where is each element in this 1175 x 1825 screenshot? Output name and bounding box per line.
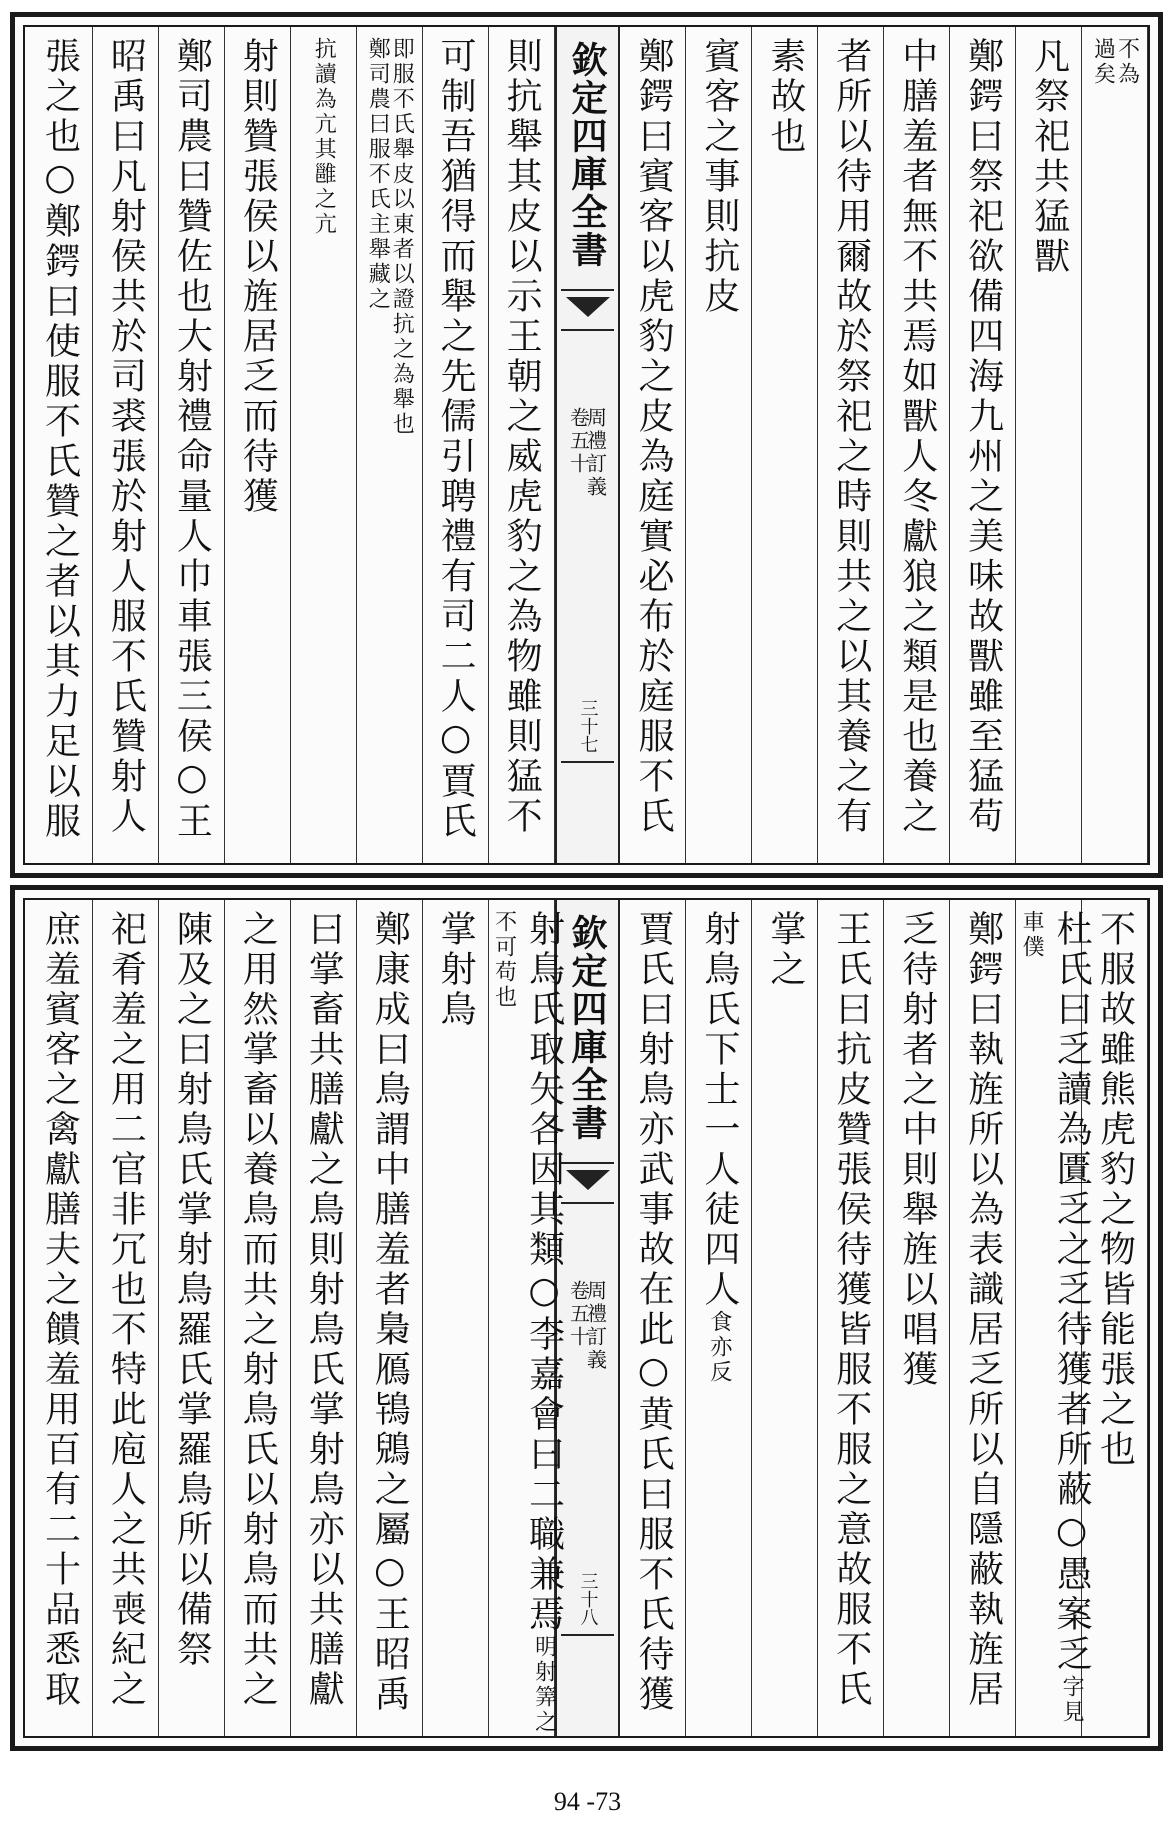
bottom-text-column [752,900,818,1736]
top-text-column [620,27,686,863]
bottom-text-column [884,900,950,1736]
volume-label: 卷五十 [566,1280,591,1349]
main-text-line: 鄭鍔曰賓客以虎豹之皮為庭實必布於庭服不氏 [632,37,674,837]
main-text-line: 杜氏曰乏讀為匱乏之乏待獲者所蔽○愚案乏 [1051,910,1093,1675]
folio-divider [561,761,615,763]
book-series-title: 欽定四庫全書 [566,914,609,1142]
fish-tail-mark [561,1162,615,1204]
top-text-column [423,27,489,863]
top-text-column [884,27,950,863]
bottom-page-panel [10,885,1163,1751]
fish-tail-mark [561,289,615,331]
book-series-title: 欽定四庫全書 [566,41,609,269]
top-text-column [225,27,291,863]
main-text-line: 庶羞賓客之禽獻膳夫之饋羞用百有二十品悉取 [39,910,81,1710]
main-text-line: 可制吾猶得而舉之先儒引聘禮有司二人○賈氏 [435,37,477,842]
top-text-column [357,27,423,863]
folio-divider [561,1634,615,1636]
main-text-line: 素故也 [764,37,806,157]
main-text-line: 鄭康成曰鳥謂中膳羞者梟鴈鴇鶂之屬○王昭禹 [369,910,411,1715]
top-page-panel [10,12,1163,878]
top-text-column [291,27,357,863]
main-text-line: 曰掌畜共膳獻之鳥則射鳥氏掌射鳥亦以共膳獻 [303,910,345,1710]
main-text-line: 則抗舉其皮以示王朝之威虎豹之為物雖則猛不 [501,37,543,837]
bottom-text-column [291,900,357,1736]
main-text-line: 掌射鳥 [435,910,477,1030]
main-text-line: 射鳥氏取矢各因其類○李嘉會曰二職兼焉 [523,910,565,1635]
bottom-text-column [818,900,884,1736]
bottom-text-column [1016,900,1093,1736]
inline-note: 字見車僕 [1019,910,1085,1725]
main-text-line: 射鳥氏下士一人徒四人 [698,910,740,1310]
main-text-line: 祀肴羞之用二官非冗也不特此庖人之共喪紀之 [105,910,147,1710]
top-text-column [489,27,555,863]
main-text-line: 之用然掌畜以養鳥而共之射鳥氏以射鳥而共之 [237,910,279,1710]
top-text-column [818,27,884,863]
main-text-line: 不服故雖熊虎豹之物皆能張之也 [1094,910,1136,1470]
volume-label: 卷五十 [566,407,591,476]
top-text-column [950,27,1016,863]
top-page-text-frame [23,25,1150,865]
main-text-line: 鄭司農曰贊佐也大射禮命量人巾車張三侯○王 [171,37,213,842]
main-text-line: 鄭鍔曰祭祀欲備四海九州之美味故獸雖至猛苟 [962,37,1004,837]
main-text-line: 乏待射者之中則舉旌以唱獲 [896,910,938,1390]
main-text-line: 陳及之曰射鳥氏掌射鳥羅氏掌羅鳥所以備祭 [171,910,213,1670]
bottom-text-column [686,900,752,1736]
top-text-column [752,27,818,863]
top-text-column [1016,27,1082,863]
main-text-line: 賓客之事則抗皮 [698,37,740,317]
inline-note: 食亦反 [706,1310,732,1385]
top-text-column [686,27,752,863]
bottom-text-column [225,900,291,1736]
folio-number: 三十八 [577,1572,599,1626]
bottom-text-column [357,900,423,1736]
commentary-line: 抗讀為亢其雝之亢 [311,37,337,237]
main-text-line: 者所以待用爾故於祭祀之時則共之以其養之有 [830,37,872,837]
bottom-page-text-frame [23,898,1150,1738]
top-text-column [159,27,225,863]
commentary-line: 鄭司農曰服不氏主舉藏之 [365,37,391,312]
main-text-line: 賈氏曰射鳥亦武事故在此○黄氏曰服不氏待獲 [632,910,674,1715]
inline-note: 明射筭之不可苟也 [491,910,557,1735]
top-center-label-column [555,27,621,863]
main-text-line: 鄭鍔曰執旌所以為表識居乏所以自隱蔽執旌居 [962,910,1004,1710]
folio-number: 三十七 [577,699,599,753]
book-title: 周禮訂義 [583,407,608,499]
main-text-line: 王氏曰抗皮贊張侯待獲皆服不服之意故服不氏 [830,910,872,1710]
book-title: 周禮訂義 [583,1280,608,1372]
bottom-text-column [620,900,686,1736]
main-text-line: 凡祭祀共猛獸 [1028,37,1070,277]
main-text-line: 射則贊張侯以旌居乏而待獲 [237,37,279,517]
commentary-line: 過矣 [1090,37,1116,87]
bottom-text-column [93,900,159,1736]
top-text-column [27,27,93,863]
commentary-line: 不為 [1114,37,1140,87]
main-text-line: 昭禹曰凡射侯共於司裘張於射人服不氏贊射人 [105,37,147,837]
top-text-column [1082,27,1148,863]
page-number: 94 -73 [553,1787,622,1816]
commentary-line: 即服不氏舉皮以東者以證抗之為舉也 [389,37,415,437]
bottom-text-column [159,900,225,1736]
bottom-text-column [27,900,93,1736]
main-text-line: 掌之 [764,910,806,990]
bottom-text-column [423,900,489,1736]
bottom-text-column [950,900,1016,1736]
main-text-line: 張之也○鄭鍔曰使服不氏贊之者以其力足以服 [39,37,81,842]
top-text-column [93,27,159,863]
main-text-line: 中膳羞者無不共焉如獸人冬獻狼之類是也養之 [896,37,938,837]
bottom-text-column [489,900,565,1736]
